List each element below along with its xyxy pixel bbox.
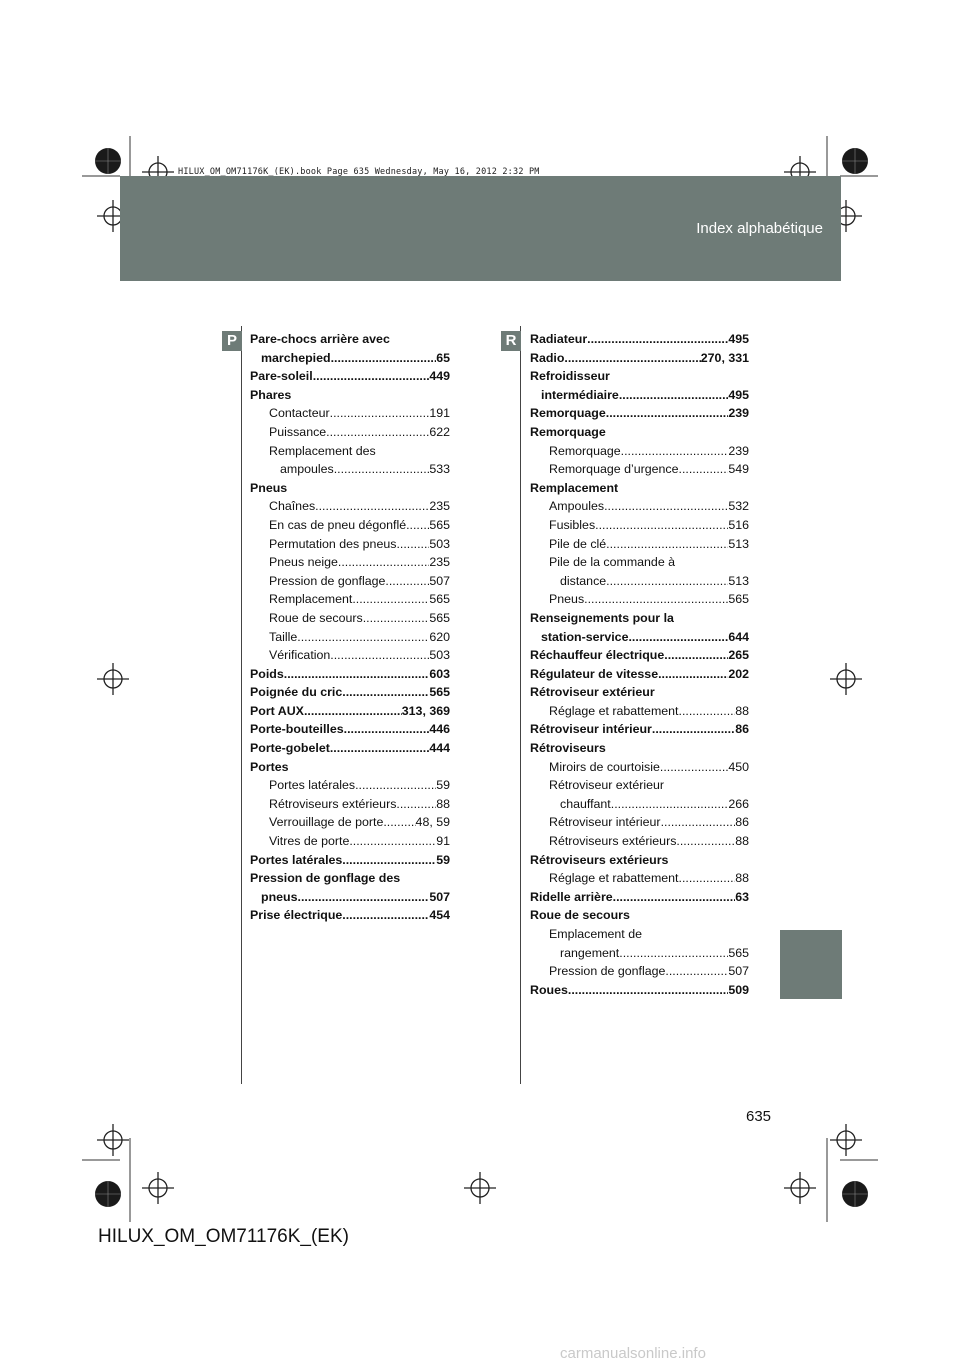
entry-page: 450 <box>728 759 749 774</box>
entry-page: 513 <box>728 573 749 588</box>
entry-label: Phares <box>250 387 292 402</box>
entry-label: Remplacement des <box>269 443 376 458</box>
entry-label: Remorquage d’urgence <box>549 462 679 477</box>
dot-leader <box>406 516 429 535</box>
entry-page: 454 <box>429 908 450 923</box>
entry-label: Chaînes <box>269 499 316 514</box>
index-entry <box>530 906 749 925</box>
thumb-index-tab <box>780 930 842 999</box>
index-entry <box>530 367 749 386</box>
entry-label: Rétroviseurs extérieurs <box>549 834 677 849</box>
index-entry <box>530 962 749 981</box>
index-entry <box>250 609 450 628</box>
entry-page: 88 <box>436 796 450 811</box>
entry-label: Verrouillage de porte <box>269 815 384 830</box>
entry-page: 620 <box>429 629 450 644</box>
section-title: Index alphabétique <box>696 220 823 237</box>
index-entry <box>530 683 749 702</box>
dot-leader <box>396 795 436 814</box>
entry-page: 235 <box>429 499 450 514</box>
entry-label: Roue de secours <box>530 908 630 923</box>
column-rule-left <box>241 326 242 1084</box>
entry-label: Ridelle arrière <box>530 889 613 904</box>
index-entry <box>530 590 749 609</box>
entry-page: 444 <box>429 741 450 756</box>
entry-label: Emplacement de <box>549 927 642 941</box>
entry-label: Fusibles <box>549 517 596 532</box>
entry-page: 48, 59 <box>415 815 450 830</box>
index-entry <box>530 479 749 498</box>
index-entry <box>250 758 450 777</box>
index-entry <box>530 739 749 758</box>
entry-label: Refroidisseur <box>530 369 610 384</box>
entry-page: 495 <box>728 387 749 402</box>
dot-leader <box>628 628 728 647</box>
index-entry <box>250 795 450 814</box>
dot-leader <box>619 386 728 405</box>
dot-leader <box>652 720 735 739</box>
index-entry <box>530 609 749 628</box>
document-id: HILUX_OM_OM71176K_(EK) <box>98 1226 349 1247</box>
dot-leader <box>595 516 728 535</box>
dot-leader <box>326 423 429 442</box>
dot-leader <box>330 646 429 665</box>
index-entry <box>250 386 450 405</box>
index-entry <box>530 442 749 461</box>
dot-leader <box>342 851 436 870</box>
index-entry <box>530 702 749 721</box>
entry-label: Taille <box>269 629 298 644</box>
dot-leader <box>664 646 728 665</box>
entry-label: Vitres de porte <box>269 834 350 849</box>
index-entry <box>530 516 749 535</box>
index-entry <box>250 349 450 368</box>
dot-leader <box>679 460 729 479</box>
index-entry <box>250 702 450 721</box>
index-entry <box>530 776 749 795</box>
dot-leader <box>611 795 729 814</box>
entry-label: Rétroviseur extérieur <box>530 685 655 700</box>
entry-page: 239 <box>728 443 749 458</box>
entry-label: Remorquage <box>549 443 621 458</box>
index-entry <box>530 851 749 870</box>
entry-label: Remplacement <box>530 480 619 495</box>
dot-leader <box>315 497 429 516</box>
index-entry <box>250 460 450 479</box>
index-entry <box>250 739 450 758</box>
index-entry <box>250 404 450 423</box>
entry-label: Radiateur <box>530 332 588 346</box>
entry-label: Pneus <box>250 480 288 495</box>
index-entry <box>250 832 450 851</box>
dot-leader <box>613 888 736 907</box>
page-number: 635 <box>746 1108 772 1125</box>
dot-leader <box>606 572 728 591</box>
index-entry <box>530 925 749 944</box>
entry-page: 503 <box>429 648 450 663</box>
entry-page: 88 <box>735 871 749 886</box>
entry-label: station-service <box>541 629 629 644</box>
entry-page: 603 <box>429 666 450 681</box>
entry-page: 270, 331 <box>700 350 749 365</box>
entry-label: rangement <box>560 945 620 960</box>
entry-label: Rétroviseurs <box>530 741 606 756</box>
index-entry <box>530 572 749 591</box>
entry-label: Poids <box>250 666 284 681</box>
entry-label: Vérification <box>269 648 331 663</box>
dot-leader <box>344 720 430 739</box>
entry-label: Rétroviseur intérieur <box>549 815 661 830</box>
entry-label: Prise électrique <box>250 908 343 923</box>
entry-label: Pression de gonflage <box>549 964 666 979</box>
index-entry <box>250 442 450 461</box>
index-entry <box>530 460 749 479</box>
index-entry <box>530 628 749 647</box>
dot-leader <box>331 349 437 368</box>
dot-leader <box>568 981 728 1000</box>
entry-label: Remorquage <box>530 424 606 439</box>
index-entry <box>250 906 450 925</box>
entry-label: Pression de gonflage des <box>250 871 401 886</box>
entry-label: Pile de la commande à <box>549 555 676 570</box>
index-column-right <box>530 330 749 999</box>
index-entry <box>250 869 450 888</box>
entry-page: 565 <box>728 592 749 607</box>
entry-label: Pile de clé <box>549 536 607 551</box>
entry-label: Réglage et rabattement <box>549 703 679 718</box>
entry-page: 86 <box>735 722 749 737</box>
index-entry <box>250 572 450 591</box>
entry-label: Pare-chocs arrière avec <box>250 332 390 346</box>
index-entry <box>250 888 450 907</box>
dot-leader <box>304 702 402 721</box>
index-entry <box>250 553 450 572</box>
entry-page: 507 <box>728 964 749 979</box>
index-entry <box>250 851 450 870</box>
dot-leader <box>661 813 736 832</box>
entry-label: Roues <box>530 982 568 997</box>
index-entry <box>250 423 450 442</box>
index-entry <box>530 758 749 777</box>
dot-leader <box>396 535 429 554</box>
dot-leader <box>564 349 700 368</box>
index-entry <box>530 981 749 1000</box>
index-entry <box>530 665 749 684</box>
dot-leader <box>604 497 728 516</box>
entry-page: 65 <box>436 350 450 365</box>
index-entry <box>530 813 749 832</box>
entry-label: Permutation des pneus <box>269 536 397 551</box>
dot-leader <box>679 702 736 721</box>
header-band <box>120 176 841 281</box>
entry-label: intermédiaire <box>541 387 619 402</box>
entry-label: Remplacement <box>269 592 353 607</box>
index-entry <box>530 944 749 963</box>
index-entry <box>250 330 450 349</box>
entry-label: Remorquage <box>530 406 606 421</box>
index-entry <box>250 646 450 665</box>
entry-page: 565 <box>429 685 450 700</box>
entry-label: pneus <box>261 889 298 904</box>
entry-page: 88 <box>735 703 749 718</box>
index-entry <box>530 646 749 665</box>
dot-leader <box>313 367 430 386</box>
dot-leader <box>298 888 430 907</box>
entry-label: Port AUX <box>250 703 304 718</box>
index-entry <box>250 628 450 647</box>
index-entry <box>250 665 450 684</box>
entry-label: Pneus <box>549 592 585 607</box>
watermark: carmanualsonline.info <box>560 1345 706 1362</box>
dot-leader <box>619 944 728 963</box>
entry-label: Poignée du cric <box>250 685 343 700</box>
entry-label: Régulateur de vitesse <box>530 666 659 681</box>
entry-label: Roue de secours <box>269 610 363 625</box>
entry-label: Renseignements pour la <box>530 610 674 625</box>
entry-label: Réglage et rabattement <box>549 871 679 886</box>
entry-page: 91 <box>436 834 450 849</box>
index-entry <box>250 813 450 832</box>
index-entry <box>530 386 749 405</box>
entry-page: 59 <box>436 852 450 867</box>
dot-leader <box>606 535 728 554</box>
entry-page: 516 <box>728 517 749 532</box>
dot-leader <box>606 404 729 423</box>
index-entry <box>530 535 749 554</box>
entry-label: Pression de gonflage <box>269 573 386 588</box>
index-entry <box>530 720 749 739</box>
entry-label: Radio <box>530 350 565 365</box>
index-entry <box>530 869 749 888</box>
entry-label: Rétroviseur extérieur <box>549 778 665 793</box>
index-entry <box>530 888 749 907</box>
dot-leader <box>330 404 430 423</box>
entry-page: 202 <box>728 666 749 681</box>
index-entry <box>530 795 749 814</box>
letter-tab-p: P <box>222 331 242 351</box>
dot-leader <box>363 609 430 628</box>
entry-label: ampoules <box>280 462 334 477</box>
index-entry <box>250 776 450 795</box>
index-entry <box>250 516 450 535</box>
index-entry <box>250 535 450 554</box>
dot-leader <box>334 460 430 479</box>
entry-label: Pare-soleil <box>250 369 313 384</box>
entry-label: Rétroviseurs extérieurs <box>269 796 397 811</box>
index-entry <box>250 683 450 702</box>
dot-leader <box>355 776 436 795</box>
file-stamp: HILUX_OM_OM71176K_(EK).book Page 635 Wednesday, May 16, 2012 2:32 PM <box>178 167 540 177</box>
dot-leader <box>284 665 430 684</box>
entry-page: 239 <box>728 406 749 421</box>
index-entry <box>530 497 749 516</box>
entry-label: distance <box>560 573 607 588</box>
dot-leader <box>584 590 728 609</box>
entry-page: 565 <box>429 517 450 532</box>
dot-leader <box>342 906 429 925</box>
entry-page: 565 <box>728 945 749 960</box>
dot-leader <box>342 683 429 702</box>
dot-leader <box>338 553 429 572</box>
dot-leader <box>352 590 429 609</box>
index-entry <box>530 423 749 442</box>
entry-page: 644 <box>728 629 749 644</box>
dot-leader <box>665 962 728 981</box>
letter-tab-r: R <box>501 331 521 351</box>
entry-page: 549 <box>728 462 749 477</box>
entry-page: 533 <box>429 462 450 477</box>
dot-leader <box>676 832 735 851</box>
entry-page: 446 <box>429 722 450 737</box>
dot-leader <box>587 330 728 349</box>
entry-page: 59 <box>436 778 450 793</box>
index-entry <box>250 497 450 516</box>
entry-label: Portes <box>250 759 289 774</box>
dot-leader <box>679 869 736 888</box>
entry-page: 532 <box>728 499 749 514</box>
dot-leader <box>349 832 436 851</box>
index-entry <box>530 553 749 572</box>
entry-page: 503 <box>429 536 450 551</box>
dot-leader <box>658 665 728 684</box>
entry-label: Ampoules <box>549 499 605 514</box>
entry-label: chauffant <box>560 796 611 811</box>
dot-leader <box>297 628 429 647</box>
entry-label: Porte-bouteilles <box>250 722 344 737</box>
entry-page: 266 <box>728 796 749 811</box>
entry-label: Rétroviseur intérieur <box>530 722 652 737</box>
entry-page: 88 <box>735 834 749 849</box>
entry-label: Rétroviseurs extérieurs <box>530 852 669 867</box>
index-entry <box>530 330 749 349</box>
index-entry <box>530 349 749 368</box>
dot-leader <box>621 442 729 461</box>
entry-page: 507 <box>429 889 450 904</box>
entry-label: Contacteur <box>269 406 330 421</box>
entry-label: marchepied <box>261 350 331 365</box>
entry-page: 313, 369 <box>401 703 450 718</box>
entry-page: 565 <box>429 610 450 625</box>
entry-page: 509 <box>728 982 749 997</box>
entry-page: 449 <box>429 369 450 384</box>
entry-page: 265 <box>728 648 749 663</box>
entry-page: 191 <box>429 406 450 421</box>
entry-page: 622 <box>429 424 450 439</box>
index-entry <box>250 720 450 739</box>
entry-label: Miroirs de courtoisie <box>549 759 660 774</box>
entry-label: Porte-gobelet <box>250 741 330 756</box>
index-entry <box>530 404 749 423</box>
entry-label: En cas de pneu dégonflé <box>269 517 407 532</box>
entry-page: 565 <box>429 592 450 607</box>
entry-label: Puissance <box>269 424 327 439</box>
dot-leader <box>330 739 429 758</box>
entry-page: 86 <box>735 815 749 830</box>
index-entry <box>250 590 450 609</box>
entry-label: Portes latérales <box>250 852 343 867</box>
entry-label: Portes latérales <box>269 778 356 793</box>
dot-leader <box>660 758 728 777</box>
index-entry <box>250 367 450 386</box>
index-column-left <box>250 330 450 925</box>
entry-page: 235 <box>429 555 450 570</box>
entry-label: Réchauffeur électrique <box>530 648 665 663</box>
entry-page: 495 <box>728 332 749 346</box>
index-entry <box>530 832 749 851</box>
entry-page: 507 <box>429 573 450 588</box>
column-rule-right <box>520 326 521 1084</box>
entry-page: 513 <box>728 536 749 551</box>
dot-leader <box>383 813 415 832</box>
entry-label: Pneus neige <box>269 555 338 570</box>
index-entry <box>250 479 450 498</box>
entry-page: 63 <box>735 889 749 904</box>
dot-leader <box>385 572 429 591</box>
